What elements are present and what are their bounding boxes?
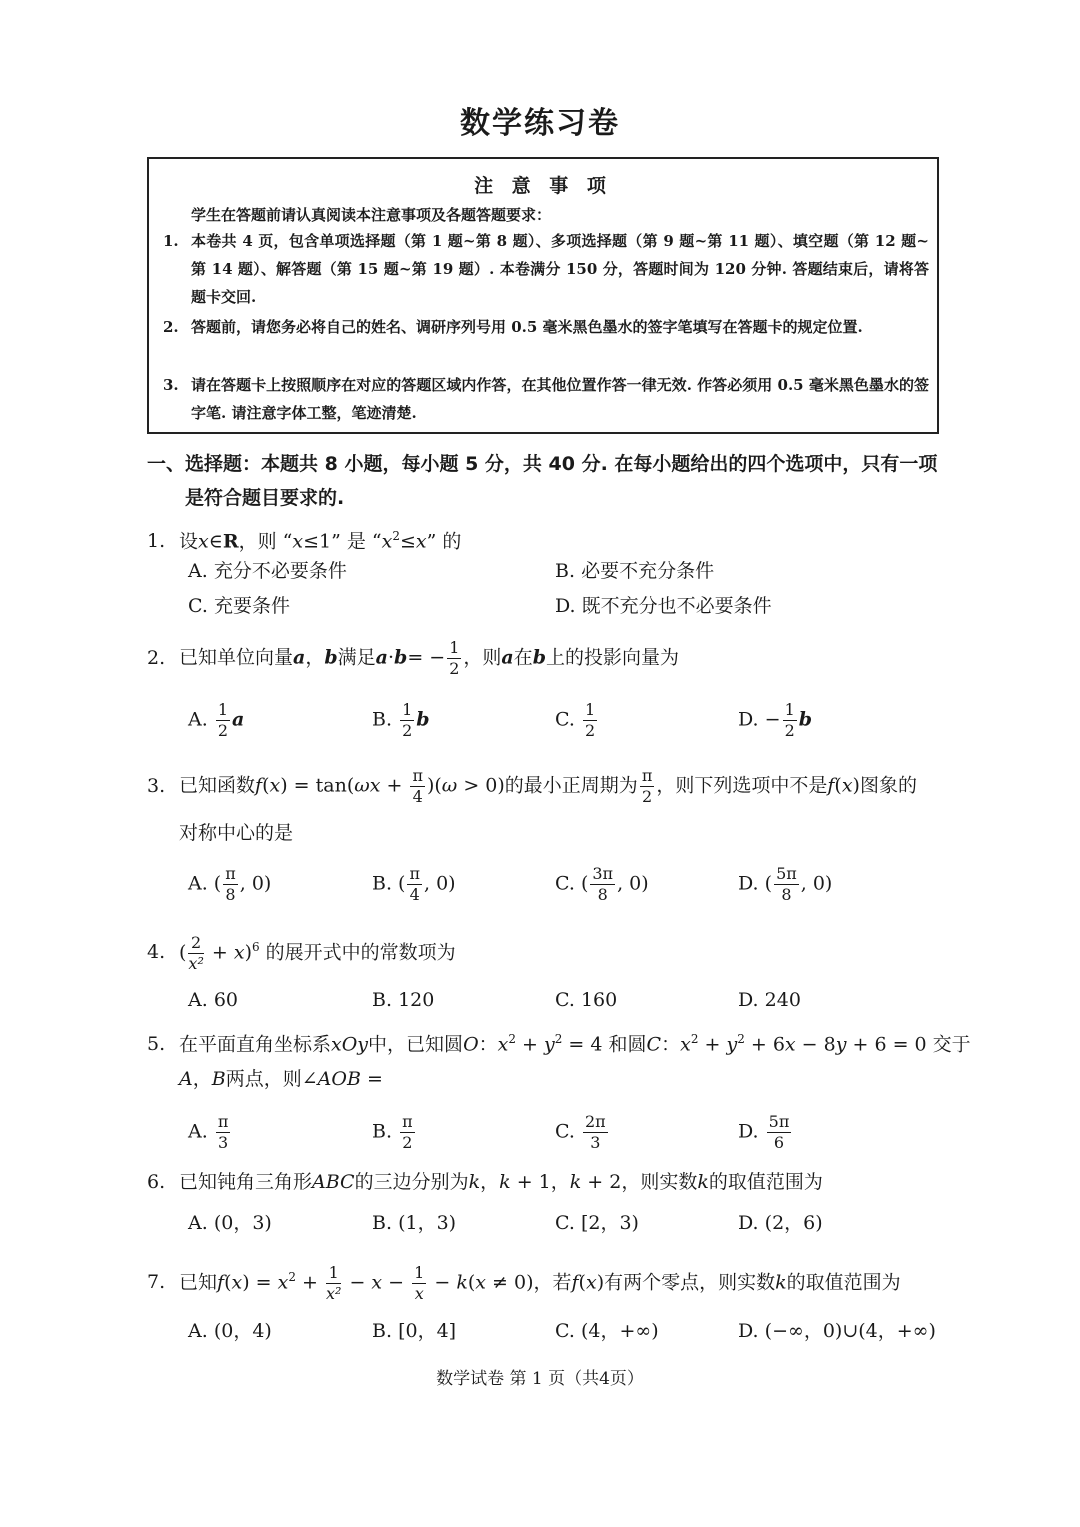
q-text: +: [698, 1033, 727, 1056]
notice-box: [147, 157, 939, 434]
q-var: ωx: [354, 774, 381, 797]
question-1: [147, 521, 947, 556]
option-label: B.: [555, 560, 576, 582]
option-5b: [372, 1114, 417, 1151]
option-text: , 0): [617, 872, 649, 895]
q-text: ：: [478, 1033, 498, 1056]
option-7a: [188, 1316, 272, 1346]
option-text: 240: [764, 989, 801, 1011]
q-var: x: [415, 530, 427, 553]
notice-item-number: 3.: [163, 376, 179, 394]
option-text: (4，+∞): [580, 1320, 659, 1342]
q-fraction: [412, 1262, 426, 1303]
q-var: xOy: [331, 1033, 369, 1056]
option-5a: [188, 1114, 232, 1151]
q-var: x: [277, 1271, 289, 1294]
fraction-numerator: 1: [449, 638, 460, 657]
option-2b: [372, 702, 430, 739]
q-text: = 4 和圆: [562, 1033, 647, 1056]
option-label: D.: [738, 1120, 759, 1143]
question-number: 7.: [147, 1271, 166, 1294]
q-text: + 2，则实数: [581, 1171, 698, 1193]
option-6a: [188, 1208, 272, 1238]
fraction-denominator: 2: [402, 1133, 413, 1152]
option-fraction: [583, 702, 597, 739]
fraction-numerator: 1: [217, 700, 228, 719]
q-var: x: [841, 774, 853, 797]
q-var: B: [211, 1068, 226, 1090]
q-var: x: [585, 1271, 597, 1294]
q-var: O: [463, 1033, 479, 1056]
q-text: 设: [179, 530, 199, 553]
q-text: ” 的: [426, 530, 462, 553]
question-2: [147, 640, 947, 677]
option-var: b: [416, 708, 430, 731]
fraction-numerator: 5π: [768, 1112, 790, 1131]
page-footer: 数学试卷 第 1 页（共4页）: [436, 1369, 644, 1389]
q-var: f: [217, 1271, 225, 1294]
q-text: −: [382, 1271, 411, 1294]
q-text: ) =: [242, 1271, 278, 1294]
option-text: , 0): [423, 872, 456, 895]
section-number: 一、: [147, 453, 186, 475]
option-label: B.: [372, 872, 393, 895]
q-var: a: [501, 646, 514, 669]
fraction-numerator: π: [412, 766, 423, 785]
fraction-denominator: 2: [584, 721, 596, 740]
q-var: x: [269, 774, 281, 797]
q-text: 的取值范围为: [708, 1171, 823, 1193]
fraction-numerator: 1: [584, 700, 596, 719]
fraction-numerator: π: [217, 1112, 229, 1131]
option-5c: [555, 1114, 610, 1151]
q-var: C: [646, 1033, 662, 1056]
notice-item-text: 请在答题卡上按照顺序在对应的答题区域内作答，在其他位置作答一律无效. 作答必须用 0.5 毫米黑色墨水的签字笔. 请注意字体工整，笔迹清楚.: [191, 376, 929, 422]
fraction-denominator: 3: [217, 1133, 229, 1152]
option-1c: [188, 591, 290, 621]
option-6d: [738, 1208, 823, 1238]
q-var: x: [371, 1271, 383, 1294]
question-number: 5.: [147, 1033, 166, 1056]
q-text: = −: [407, 646, 446, 669]
option-text: 必要不充分条件: [581, 560, 715, 582]
q-text: (: [834, 774, 842, 797]
option-text: (1，3): [398, 1212, 457, 1234]
q-fraction: [447, 640, 461, 677]
q-exponent: 6: [252, 940, 260, 954]
q-exponent: 2: [288, 1270, 296, 1284]
question-number: 1.: [147, 530, 166, 553]
q-text: 的展开式中的常数项为: [259, 941, 456, 964]
question-5: [147, 1024, 971, 1059]
q-text: )(: [426, 774, 442, 797]
option-label: D.: [555, 595, 576, 617]
option-var: b: [798, 708, 813, 731]
option-7b: [372, 1316, 456, 1346]
q-text: ：: [661, 1033, 681, 1056]
q-var: y: [726, 1033, 738, 1056]
q-text: 上的投影向量为: [546, 646, 680, 669]
question-number: 4.: [147, 941, 166, 964]
q-text: +: [516, 1033, 545, 1056]
option-label: A.: [188, 1120, 208, 1143]
option-label: C.: [555, 989, 575, 1011]
option-text: (0，4): [213, 1320, 272, 1342]
q-text: +: [205, 941, 234, 964]
option-text: 160: [580, 989, 618, 1011]
q-exponent: 2: [554, 1032, 563, 1046]
option-fraction: [583, 1114, 608, 1151]
option-label: A.: [188, 989, 208, 1011]
fraction-numerator: π: [225, 864, 236, 883]
q-text: ∈: [208, 530, 223, 553]
option-4b: [372, 985, 434, 1015]
option-fraction: [407, 866, 422, 903]
fraction-denominator: 6: [773, 1133, 785, 1152]
option-3a: A. ( $\frac{\pi}{8}$ , 0): [188, 864, 272, 904]
option-1b: [555, 556, 714, 586]
option-7c: [555, 1316, 659, 1346]
q-text: 已知钝角三角形: [179, 1171, 313, 1193]
question-number: 6.: [147, 1171, 166, 1193]
q-var: a: [375, 646, 388, 669]
option-fraction: [783, 702, 797, 739]
option-text: (0，3): [213, 1212, 272, 1234]
q-fraction: [640, 768, 655, 805]
q-text: ，则: [463, 646, 502, 669]
option-6b: [372, 1208, 456, 1238]
q-var: y: [544, 1033, 555, 1056]
q-text: ，: [192, 1068, 212, 1090]
notice-item-number: 1.: [163, 232, 179, 250]
q-var: x: [231, 1271, 243, 1294]
q-text: ，则 “: [238, 530, 293, 553]
option-label: D.: [738, 708, 759, 731]
option-7d: [738, 1316, 936, 1346]
fraction-numerator: π: [402, 1112, 413, 1131]
fraction-numerator: 1: [326, 1265, 341, 1284]
option-fraction: [767, 1114, 792, 1151]
option-label: B.: [372, 989, 393, 1011]
q-var: x: [680, 1033, 691, 1056]
fraction-denominator: 8: [225, 885, 236, 904]
q-var: x: [198, 530, 209, 553]
option-text: 既不充分也不必要条件: [581, 595, 772, 617]
q-var: x: [292, 530, 304, 553]
q-var: f: [827, 774, 835, 797]
notice-item-text: 本卷共 4 页，包含单项选择题（第 1 题~第 8 题）、多项选择题（第 9 题~第 11 题）、填空题（第 12 题~第 14 题）、解答题（第 15 题~第 19 题）. 本卷满分 150 分，答题时间为 120 分钟. 答题结束后，请将答题卡交回.: [191, 232, 929, 306]
option-fraction: [216, 702, 230, 739]
q-var: k: [499, 1171, 511, 1193]
q-fraction: [325, 1262, 342, 1303]
q-text: =: [360, 1068, 383, 1090]
question-4: [147, 932, 947, 972]
option-fraction: [223, 866, 238, 903]
fraction-numerator: 2: [188, 935, 203, 954]
option-3c: C. ( $\frac{3\pi}{8}$ , 0): [555, 864, 649, 904]
option-fraction: [400, 702, 414, 739]
q-text: −: [343, 1271, 372, 1294]
q-text: (: [224, 1271, 232, 1294]
q-text: 满足: [337, 646, 376, 669]
fraction-denominator: 2: [449, 659, 460, 678]
q-text: 在平面直角坐标系: [179, 1033, 332, 1056]
option-fraction: [400, 1114, 415, 1151]
option-3d: D. ( $\frac{5\pi}{8}$ , 0): [738, 864, 833, 904]
option-4d: [738, 985, 801, 1015]
section-text: 选择题：本题共 8 小题，每小题 5 分，共 40 分. 在每小题给出的四个选项中，只有一项是符合题目要求的.: [185, 453, 938, 509]
q-exponent: 2: [690, 1032, 699, 1046]
option-label: C.: [555, 872, 575, 895]
q-text: (: [578, 1271, 586, 1294]
notice-intro: 学生在答题前请认真阅读本注意事项及各题答题要求：: [191, 206, 552, 224]
notice-title: 注 意 事 项: [474, 175, 612, 197]
fraction-denominator: x: [414, 1283, 424, 1303]
q-text: ，则下列选项中不是: [656, 774, 828, 797]
fraction-numerator: 1: [784, 700, 795, 719]
q-var: k: [775, 1271, 787, 1294]
option-label: C.: [188, 595, 208, 617]
option-5d: [738, 1114, 793, 1151]
q-fraction: [410, 768, 425, 805]
option-2a: [188, 702, 244, 739]
option-text: 充分不必要条件: [213, 560, 347, 582]
q-var: A: [179, 1068, 193, 1090]
notice-item-2: [163, 313, 929, 341]
page-title: 数学练习卷: [460, 106, 620, 141]
option-3b: B. ( $\frac{\pi}{4}$ , 0): [372, 864, 456, 904]
fraction-numerator: 2π: [584, 1112, 606, 1131]
option-sign: −: [764, 708, 781, 731]
q-text: )有两个零点，则实数: [596, 1271, 776, 1294]
option-text: , 0): [239, 872, 272, 895]
question-3: [147, 768, 947, 805]
q-var: a: [293, 646, 306, 669]
q-var: x: [233, 941, 245, 964]
q-var: y: [835, 1033, 847, 1056]
fraction-denominator: 4: [412, 787, 423, 806]
q-text: +: [380, 774, 409, 797]
q-fraction: [188, 932, 204, 973]
option-label: C.: [555, 708, 575, 731]
option-label: D.: [738, 989, 759, 1011]
option-label: B.: [372, 708, 393, 731]
option-1d: [555, 591, 772, 621]
q-text: )图象的: [852, 774, 917, 797]
q-text: (: [262, 774, 270, 797]
q-text: 已知函数: [179, 774, 256, 797]
fraction-numerator: 1: [402, 700, 413, 719]
q-var: x: [475, 1271, 486, 1294]
q-text: ·: [387, 646, 395, 669]
q-text: 已知: [179, 1271, 218, 1294]
q-text: ≤1” 是 “: [303, 530, 382, 553]
fraction-denominator: 8: [597, 885, 608, 904]
option-label: C.: [555, 1120, 575, 1143]
q-text: ≤: [399, 530, 416, 553]
option-4a: [188, 985, 238, 1015]
q-text: + 6: [744, 1033, 785, 1056]
option-text: 60: [213, 989, 238, 1011]
question-3-line2: 对称中心的是: [179, 822, 294, 844]
q-text: (: [179, 941, 187, 964]
option-1a: [188, 556, 347, 586]
q-text: 两点，则∠: [225, 1068, 318, 1090]
q-text: 的取值范围为: [786, 1271, 901, 1294]
option-label: D.: [738, 1212, 759, 1234]
notice-item-1: [163, 227, 929, 311]
q-text: ，: [480, 1171, 500, 1193]
q-text: (: [467, 1271, 476, 1294]
q-var: b: [324, 646, 338, 669]
option-label: A.: [188, 872, 208, 895]
q-var: k: [468, 1171, 481, 1193]
q-var: k: [697, 1171, 709, 1193]
q-text: ，: [305, 646, 325, 669]
option-label: D.: [738, 872, 759, 895]
option-text: 充要条件: [213, 595, 290, 617]
option-fraction: [590, 866, 615, 903]
q-text: − 8: [795, 1033, 836, 1056]
q-text: 中，已知圆: [368, 1033, 464, 1056]
q-text: −: [428, 1271, 457, 1294]
option-label: A.: [188, 560, 208, 582]
q-text: ≠ 0)，若: [485, 1271, 572, 1294]
fraction-denominator: 3: [590, 1133, 601, 1152]
notice-item-text: 答题前，请您务必将自己的姓名、调研序列号用 0.5 毫米黑色墨水的签字笔填写在答题卡的规定位置.: [191, 318, 863, 336]
fraction-denominator: 2: [217, 721, 228, 740]
option-text: [0，4]: [398, 1320, 457, 1342]
option-text: (−∞，0)∪(4，+∞): [764, 1320, 936, 1342]
q-var: R: [222, 530, 239, 553]
q-var: x: [381, 530, 393, 553]
option-fraction: [216, 1114, 231, 1151]
option-text: 120: [398, 989, 435, 1011]
question-5-line2: [179, 1064, 979, 1094]
q-var: x: [497, 1033, 509, 1056]
option-4c: [555, 985, 617, 1015]
notice-item-number: 2.: [163, 318, 179, 336]
q-var: ABC: [312, 1171, 355, 1193]
option-fraction: [774, 866, 799, 903]
fraction-denominator: 4: [409, 885, 420, 904]
q-exponent: 2: [392, 529, 400, 543]
option-text: [2，3): [580, 1212, 639, 1234]
fraction-denominator: 2: [402, 721, 413, 740]
option-text: (2，6): [764, 1212, 823, 1234]
option-6c: [555, 1208, 639, 1238]
q-exponent: 2: [508, 1032, 517, 1046]
option-var: a: [232, 708, 245, 731]
option-2d: [738, 702, 812, 739]
q-text: 在: [513, 646, 533, 669]
fraction-numerator: π: [641, 766, 653, 785]
q-var: AOB: [317, 1068, 361, 1090]
q-var: f: [255, 774, 263, 797]
fraction-denominator: x²: [325, 1283, 342, 1303]
q-var: k: [456, 1271, 468, 1294]
q-text: ) = tan(: [280, 774, 355, 797]
notice-item-3: [163, 371, 929, 427]
fraction-denominator: 2: [784, 721, 795, 740]
fraction-numerator: 3π: [592, 864, 614, 883]
option-label: C.: [555, 1212, 575, 1234]
option-label: B.: [372, 1120, 393, 1143]
q-var: f: [571, 1271, 579, 1294]
option-label: A.: [188, 1320, 208, 1342]
option-label: B.: [372, 1212, 393, 1234]
option-label: D.: [738, 1320, 759, 1342]
option-label: A.: [188, 1212, 208, 1234]
q-var: b: [532, 646, 547, 669]
section-header: [147, 447, 947, 515]
q-text: ): [244, 941, 252, 964]
q-text: 已知单位向量: [179, 646, 294, 669]
question-6: [147, 1167, 947, 1197]
q-text: 的三边分别为: [354, 1171, 469, 1193]
option-label: B.: [372, 1320, 393, 1342]
fraction-denominator: 8: [781, 885, 792, 904]
q-exponent: 2: [737, 1032, 745, 1046]
question-number: 3.: [147, 774, 166, 797]
q-text: + 1，: [510, 1171, 570, 1193]
q-var: b: [394, 646, 408, 669]
q-text: + 6 = 0 交于: [846, 1033, 971, 1056]
question-number: 2.: [147, 646, 166, 669]
q-text: > 0)的最小正周期为: [457, 774, 638, 797]
q-var: x: [784, 1033, 796, 1056]
option-2c: [555, 702, 599, 739]
option-label: A.: [188, 708, 208, 731]
option-label: C.: [555, 1320, 575, 1342]
option-text: , 0): [800, 872, 833, 895]
question-7: [147, 1262, 947, 1302]
q-var: k: [569, 1171, 582, 1193]
q-var: ω: [441, 774, 458, 797]
q-text: +: [295, 1271, 324, 1294]
fraction-denominator: 2: [641, 787, 653, 806]
fraction-numerator: π: [409, 864, 420, 883]
fraction-numerator: 5π: [776, 864, 797, 883]
fraction-numerator: 1: [414, 1262, 425, 1282]
fraction-denominator: x²: [188, 953, 204, 973]
